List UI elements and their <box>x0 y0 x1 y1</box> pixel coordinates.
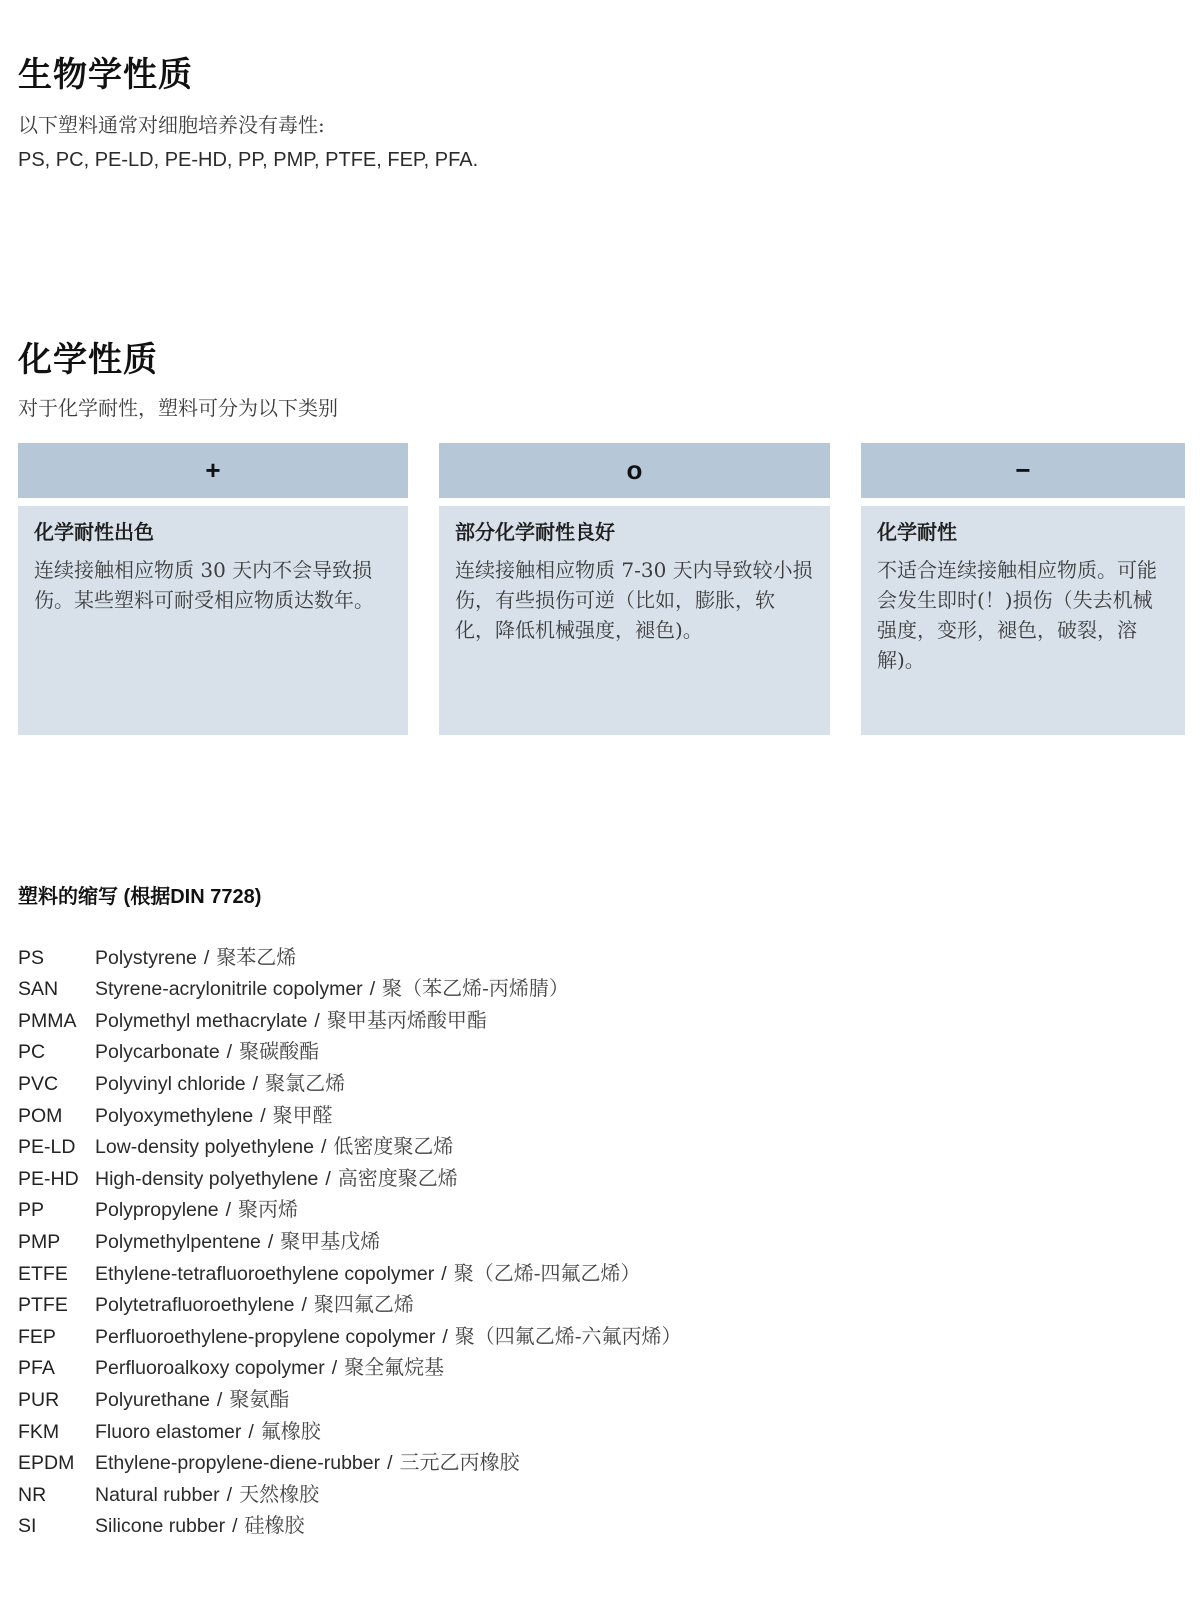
abbreviation-description <box>95 973 569 1005</box>
category-symbol-header <box>18 443 408 498</box>
category-body-text: 连续接触相应物质 30 天内不会导致损伤。某些塑料可耐受相应物质达数年。 <box>34 557 374 612</box>
abbreviation-english-name: Polyurethane <box>95 1388 210 1411</box>
abbreviation-english-name: Polymethylpentene <box>95 1230 261 1253</box>
abbreviation-english-name: Perfluoroethylene-propylene copolymer <box>95 1325 436 1348</box>
abbreviation-chinese-name: 聚苯乙烯 <box>216 944 297 969</box>
abbreviation-description <box>95 1258 640 1290</box>
abbreviation-description <box>95 1100 333 1132</box>
slash-separator: / <box>320 1136 327 1159</box>
abbreviation-chinese-name: 聚甲醛 <box>272 1102 333 1127</box>
abbreviation-row <box>18 1384 1185 1416</box>
abbreviation-code: POM <box>18 1104 63 1127</box>
abbreviation-chinese-name: 聚氨酯 <box>229 1386 290 1411</box>
bio-intro-text: 以下塑料通常对细胞培养没有毒性: <box>18 112 325 137</box>
abbreviation-chinese-name: 天然橡胶 <box>239 1481 320 1506</box>
abbreviation-code: SAN <box>18 978 59 1001</box>
abbreviation-english-name: Polypropylene <box>95 1199 219 1222</box>
slash-separator: / <box>232 1515 238 1538</box>
abbreviation-row <box>18 942 1185 974</box>
abbreviation-code: PFA <box>18 1357 55 1380</box>
abbreviation-chinese-name: 低密度聚乙烯 <box>333 1134 454 1159</box>
abbreviation-row <box>18 1289 1185 1321</box>
abbreviation-row <box>18 1005 1185 1037</box>
abbreviation-code: PVC <box>18 1072 59 1095</box>
abbreviation-english-name: Fluoro elastomer <box>95 1420 242 1443</box>
abbreviation-row <box>18 973 1185 1005</box>
abbreviation-code: PE-LD <box>18 1136 76 1159</box>
slash-separator: / <box>325 1167 331 1190</box>
abbreviation-row <box>18 1194 1185 1226</box>
abbreviation-english-name: Styrene-acrylonitrile copolymer <box>95 978 363 1001</box>
section-biological-properties <box>18 0 1185 174</box>
abbreviation-chinese-name: 高密度聚乙烯 <box>337 1165 458 1190</box>
chem-intro-text: 对于化学耐性，塑料可分为以下类别 <box>18 395 338 420</box>
section-abbreviations <box>18 885 1185 1542</box>
slash-separator: / <box>301 1294 307 1317</box>
abbreviation-english-name: Perfluoroalkoxy copolymer <box>95 1357 325 1380</box>
slash-separator: / <box>442 1325 448 1348</box>
abbreviation-description <box>95 1005 487 1037</box>
category-heading: 部分化学耐性良好 <box>455 521 615 544</box>
abbreviation-description <box>95 1321 682 1353</box>
category-body-text: 不适合连续接触相应物质。可能会发生即时(！)损伤（失去机械强度，变形，褪色，破裂，溶解)。 <box>877 557 1157 672</box>
bio-plastics-list: PS, PC, PE-LD, PE-HD, PP, PMP, PTFE, FEP, PFA. <box>18 148 479 171</box>
abbreviation-row <box>18 1258 1185 1290</box>
abbreviation-description <box>95 1416 321 1448</box>
abbreviation-chinese-name: 氟橡胶 <box>260 1418 321 1443</box>
abbreviation-row <box>18 1100 1185 1132</box>
abbreviation-english-name: Polyvinyl chloride <box>95 1072 246 1095</box>
abbreviation-chinese-name: 聚丙烯 <box>238 1197 299 1222</box>
category-symbol: − <box>1015 455 1031 486</box>
abbreviation-english-name: Ethylene-propylene-diene-rubber <box>95 1452 381 1475</box>
category-symbol: o <box>626 455 643 486</box>
abbreviation-english-name: Polyoxymethylene <box>95 1104 254 1127</box>
abbreviation-row <box>18 1447 1185 1479</box>
category-description-box <box>861 506 1185 735</box>
abbreviation-english-name: Polytetrafluoroethylene <box>95 1294 295 1317</box>
abbreviation-english-name: Polycarbonate <box>95 1041 220 1064</box>
abbreviation-english-name: Low-density polyethylene <box>95 1136 314 1159</box>
abbreviation-list <box>18 942 1185 1542</box>
abbreviation-row <box>18 1510 1185 1542</box>
abbreviation-chinese-name: 聚四氟乙烯 <box>313 1292 414 1317</box>
abbreviation-description <box>95 1036 319 1068</box>
abbreviation-description <box>95 1163 458 1195</box>
abbreviation-description <box>95 1289 414 1321</box>
abbreviation-english-name: Ethylene-tetrafluoroethylene copolymer <box>95 1262 435 1285</box>
chem-section-title: 化学性质 <box>18 340 158 379</box>
abbreviation-description <box>95 1510 305 1542</box>
abbreviation-row <box>18 1036 1185 1068</box>
abbreviation-row <box>18 1416 1185 1448</box>
slash-separator: / <box>387 1452 393 1475</box>
abbreviation-english-name: Silicone rubber <box>95 1515 226 1538</box>
abbreviation-english-name: Polystyrene <box>95 946 197 969</box>
abbreviation-description <box>95 1352 444 1384</box>
slash-separator: / <box>260 1104 266 1127</box>
abbreviation-chinese-name: 硅橡胶 <box>244 1513 305 1538</box>
category-symbol-header <box>439 443 830 498</box>
slash-separator: / <box>314 1009 320 1032</box>
abbreviation-chinese-name: 聚甲基戊烯 <box>280 1228 381 1253</box>
abbreviation-description <box>95 942 296 974</box>
abbreviation-row <box>18 1321 1185 1353</box>
slash-separator: / <box>267 1230 274 1253</box>
abbreviation-row <box>18 1068 1185 1100</box>
abbreviation-description <box>95 1447 520 1479</box>
abbreviation-english-name: Polymethyl methacrylate <box>95 1009 308 1032</box>
category-heading: 化学耐性出色 <box>34 521 154 544</box>
abbreviation-chinese-name: 聚碳酸酯 <box>239 1039 320 1064</box>
abbreviation-code: ETFE <box>18 1262 68 1285</box>
category-body-text: 连续接触相应物质 7-30 天内导致较小损伤，有些损伤可逆（比如，膨胀，软化，降低机械强度，褪色)。 <box>455 557 813 642</box>
abbreviation-row <box>18 1131 1185 1163</box>
abbreviation-description <box>95 1226 380 1258</box>
abbreviation-code: PE-HD <box>18 1167 79 1190</box>
resistance-category-column <box>18 443 408 735</box>
abbreviation-chinese-name: 三元乙丙橡胶 <box>399 1450 520 1475</box>
abbreviation-chinese-name: 聚（苯乙烯-丙烯腈） <box>382 976 569 1001</box>
category-description-box <box>439 506 830 735</box>
abbreviation-code: PMMA <box>18 1009 77 1032</box>
abbreviation-row <box>18 1226 1185 1258</box>
abbreviation-english-name: High-density polyethylene <box>95 1167 319 1190</box>
abbreviation-code: EPDM <box>18 1452 75 1475</box>
abbreviation-code: NR <box>18 1483 47 1506</box>
abbreviation-row <box>18 1352 1185 1384</box>
abbreviation-code: PC <box>18 1041 46 1064</box>
abbreviation-code: FEP <box>18 1325 56 1348</box>
abbreviation-description <box>95 1068 345 1100</box>
abbreviation-chinese-name: 聚全氟烷基 <box>344 1355 445 1380</box>
abbreviation-description <box>95 1194 298 1226</box>
abbreviation-chinese-name: 聚甲基丙烯酸甲酯 <box>326 1007 487 1032</box>
resistance-category-column <box>439 443 830 735</box>
slash-separator: / <box>203 946 210 969</box>
abbreviation-code: SI <box>18 1515 37 1538</box>
slash-separator: / <box>225 1199 232 1222</box>
category-symbol-header <box>861 443 1185 498</box>
bio-section-title: 生物学性质 <box>18 56 193 94</box>
slash-separator: / <box>216 1388 223 1411</box>
category-symbol: + <box>205 455 221 486</box>
abbreviations-heading: 塑料的缩写 (根据DIN 7728) <box>18 885 262 908</box>
abbreviation-chinese-name: 聚（乙烯-四氟乙烯） <box>453 1260 641 1285</box>
abbreviation-description <box>95 1479 319 1511</box>
slash-separator: / <box>226 1041 233 1064</box>
abbreviation-description <box>95 1131 453 1163</box>
abbreviation-code: PUR <box>18 1388 60 1411</box>
resistance-category-grid <box>18 443 1185 735</box>
abbreviation-chinese-name: 聚（四氟乙烯-六氟丙烯） <box>454 1323 682 1348</box>
slash-separator: / <box>226 1483 233 1506</box>
slash-separator: / <box>248 1420 254 1443</box>
abbreviation-row <box>18 1479 1185 1511</box>
slash-separator: / <box>252 1072 259 1095</box>
abbreviation-chinese-name: 聚氯乙烯 <box>265 1070 346 1095</box>
section-chemical-properties <box>18 340 1185 735</box>
abbreviation-code: PTFE <box>18 1294 68 1317</box>
abbreviation-code: FKM <box>18 1420 60 1443</box>
abbreviation-row <box>18 1163 1185 1195</box>
resistance-category-column <box>861 443 1185 735</box>
slash-separator: / <box>331 1357 338 1380</box>
category-heading: 化学耐性 <box>877 521 957 544</box>
slash-separator: / <box>369 978 376 1001</box>
category-description-box <box>18 506 408 735</box>
abbreviation-english-name: Natural rubber <box>95 1483 220 1506</box>
abbreviation-code: PS <box>18 946 45 969</box>
slash-separator: / <box>441 1262 447 1285</box>
abbreviation-description <box>95 1384 289 1416</box>
abbreviation-code: PMP <box>18 1230 61 1253</box>
abbreviation-code: PP <box>18 1199 45 1222</box>
